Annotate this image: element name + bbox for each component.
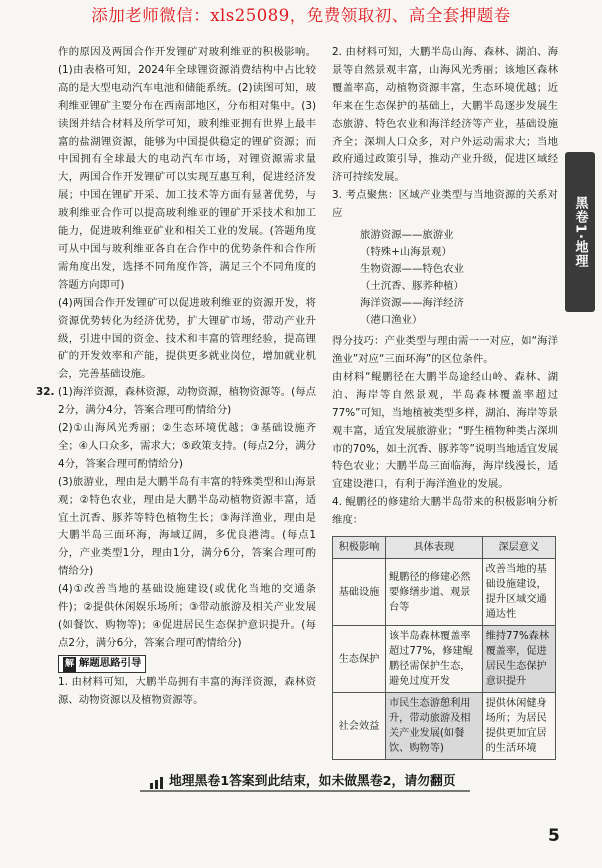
answer-paragraph: 1. 由材料可知，大鹏半岛拥有丰富的海洋资源，森林资源、动物资源以及植物资源等。 <box>58 675 316 706</box>
impact-table <box>332 536 556 760</box>
box-row: 生物资源——特色农业 <box>360 263 464 276</box>
table-row <box>333 559 556 626</box>
answer-paragraph: (1)海洋资源，森林资源，动物资源，植物资源等。(每点2分，满分4分，答案合理可酌情给分) <box>58 386 316 417</box>
table-cell: 市民生态游憩利用升，带动旅游及相关产业发展(如餐饮、购物等) <box>386 693 483 760</box>
table-row <box>333 626 556 693</box>
answer-paragraph: 由材料“鲲鹏径在大鹏半岛途经山岭、森林、湖泊、海岸等自然景观，半岛森林覆盖率超过77%”可知，当地植被类型多样，湖泊、海岸等景观丰富，适宜发展旅游业；“野生植物种类占深圳市的70%，如土沉香、豚荞等”说明当地适宜发展特色农业；大鹏半岛三面临海，海岸线漫长，适宜建设港口，有利于海洋渔业的发展。 <box>332 370 558 491</box>
table-cell: 提供休闲健身场所；为居民提供更加宜居的生活环境 <box>482 693 555 760</box>
answer-paragraph: (3)旅游业，理由是大鹏半岛有丰富的特殊类型和山海景观；②特色农业，理由是大鹏半岛动植物资源丰富，适宜土沉香、豚荞等特色植物生长；③海洋渔业，理由是大鹏半岛三面环海，海域辽阔，多优良港湾。(每点1分，产业类型1分，理由1分，满分6分，答案合理可酌情给分) <box>58 475 316 578</box>
side-tab: 黑卷1·地理 <box>565 152 595 312</box>
question-32-block <box>36 384 316 653</box>
answer-paragraph: 作的原因及两国合作开发锂矿对玻利维亚的积极影响。(1)由表格可知，2024年全球锂资源消费结构中占比较高的是大型电动汽车电池和储能系统。(2)读图可知，玻利维亚锂矿主要分布在西南部地区，分布相对集中。(3)读图并结合材料及所学可知，玻利维亚拥有世界上最丰富的盐湖锂资源，能够为中国提供稳定的锂矿资源；而中国拥有全球最大的电动汽车市场，对锂资源需求量大，两国合作开发锂矿可以实现互惠互利，促进经济发展；中国在锂矿开采、加工技术等方面有显著优势，与玻利维亚合作可以提高玻利维亚的锂矿开采技术和加工能力，促进玻利维亚矿业和相关工业的发展。(答题角度可从中国与玻利维亚各自在合作中的优势条件和合作所需角度出发，选择不同角度作答，满足三个不同角度的答题方向即可) <box>58 46 316 291</box>
tag-icon: 解 <box>63 657 76 672</box>
table-cell: 基础设施 <box>333 559 386 626</box>
tag-label: 解题思路引导 <box>79 656 142 669</box>
answer-paragraph: (4)两国合作开发锂矿可以促进玻利维亚的资源开发，将资源优势转化为经济优势，扩大锂矿市场，带动产业升级，引进中国的资金、技术和丰富的管理经验，提高锂矿的开发效率和产能，提供更多就业岗位，增加就业机会，完善基础设施。 <box>58 296 316 381</box>
answer-paragraph: 得分技巧：产业类型与理由需一一对应，如“海洋渔业”对应“三面环海”的区位条件。 <box>332 335 558 365</box>
footer-divider <box>140 790 470 792</box>
answer-paragraph: 2. 由材料可知，大鹏半岛山海、森林、湖泊、海景等自然景观丰富，山海风光秀丽；该地区森林覆盖率高，动植物资源丰富，生态环境优越；近年来在生态保护的基础上，大鹏半岛逐步发展生态旅游、特色农业和海洋经济等产业，基础设施齐全；深圳人口众多，对户外运动需求大；当地政府通过政策引导，推动产业升级，促进区域经济可持续发展。 <box>332 46 558 184</box>
table-cell: 生态保护 <box>333 626 386 693</box>
table-cell: 维持77%森林覆盖率，促进居民生态保护意识提升 <box>482 626 555 693</box>
resource-industry-box <box>360 227 464 329</box>
box-row: 海洋资源——海洋经济 <box>360 297 464 310</box>
page-number: 5 <box>548 826 560 846</box>
answer-paragraph: 4. 鲲鹏径的修建给大鹏半岛带来的积极影响分析维度： <box>332 496 558 527</box>
box-row: （特殊+山海景观） <box>360 246 452 259</box>
box-row: （港口渔业） <box>360 314 423 327</box>
table-row <box>333 693 556 760</box>
table-header: 积极影响 <box>333 537 386 559</box>
bars-icon <box>150 774 165 789</box>
table-cell: 社会效益 <box>333 693 386 760</box>
answer-paragraph: (4)①改善当地的基础设施建设(或优化当地的交通条件)；②提供休闲娱乐场所；③带动旅游及相关产业发展(如餐饮、购物等)；④促进居民生态保护意识提升。(每点2分，满分6分，答案合理可酌情给分) <box>58 583 316 649</box>
table-header: 具体表现 <box>386 537 483 559</box>
table-cell: 改善当地的基础设施建设，提升区域交通通达性 <box>482 559 555 626</box>
table-cell: 鲲鹏径的修建必然要修缮步道、观景台等 <box>386 559 483 626</box>
left-column <box>36 44 316 710</box>
right-column <box>332 44 558 760</box>
table-header-row <box>333 537 556 559</box>
box-row: （土沉香、豚荞种植） <box>360 280 464 293</box>
box-row: 旅游资源——旅游业 <box>360 229 454 242</box>
promo-banner: 添加老师微信：xls25089，免费领取初、高全套押题卷 <box>91 6 511 25</box>
footer-text: 地理黑卷1答案到此结束，如未做黑卷2，请勿翻页 <box>169 774 456 789</box>
section-tag <box>58 655 146 673</box>
answer-paragraph: (2)①山海风光秀丽；②生态环境优越；③基础设施齐全；④人口众多，需求大；⑤政策支持。(每点2分，满分4分，答案合理可酌情给分) <box>58 422 316 470</box>
footer-note <box>150 770 456 789</box>
table-header: 深层意义 <box>482 537 555 559</box>
table-cell: 该半岛森林覆盖率超过77%，修建鲲鹏径需保护生态，避免过度开发 <box>386 626 483 693</box>
question-number: 32. <box>36 386 55 399</box>
answer-paragraph: 3. 考点聚焦：区域产业类型与当地资源的关系对应 <box>332 189 558 220</box>
